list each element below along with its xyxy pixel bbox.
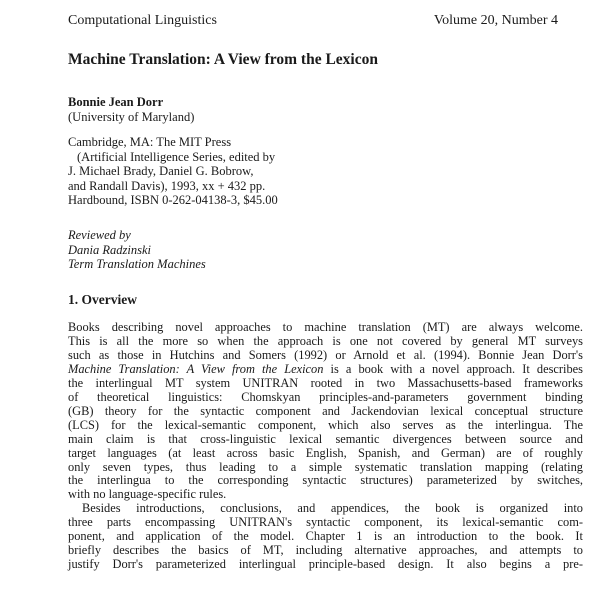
paragraph-line: This is all the more so when the approach is one not covered by general MT surveys [68, 333, 583, 348]
paragraph-line: justify Dorr's parameterized interlingual principle-based design. It also begins a pre- [68, 557, 583, 572]
author-block [68, 95, 194, 125]
paragraph-line: with no language-specific rules. [68, 487, 227, 502]
paragraph-line: target languages (at least across basic English, Spanish, and German) are of roughly [68, 445, 583, 460]
publisher-line: Cambridge, MA: The MIT Press [68, 135, 232, 149]
author-affiliation: (University of Maryland) [68, 110, 195, 124]
body-text [68, 321, 583, 572]
paragraph-line: three parts encompassing UNITRAN's syntactic component, its lexical-semantic com- [68, 515, 583, 530]
paragraph-line: such as those in Hutchins and Somers (1992) or Arnold et al. (1994). Bonnie Jean Dorr's [68, 347, 583, 362]
paragraph-line: (LCS) for the lexical-semantic component, which also serves as the interlingua. The [68, 417, 583, 432]
reviewer-block [68, 228, 206, 272]
running-head [68, 13, 558, 31]
series-line: (Artificial Intelligence Series, edited by [77, 149, 276, 164]
paragraph-line: ponent, and application of the model. Chapter 1 is an introduction to the book. It [68, 529, 583, 544]
paragraph-line: only seven types, thus leading to a simple systematic translation mapping (relating [68, 459, 583, 474]
journal-name: Computational Linguistics [68, 13, 217, 28]
paragraph-line: the interlingua to the corresponding syntactic structures) parameterized by switches, [68, 473, 583, 488]
reviewer-affiliation: Term Translation Machines [68, 257, 206, 271]
section-heading: 1. Overview [68, 292, 137, 307]
paragraph-line: main claim is that cross-linguistic lexical semantic divergences between source and [68, 431, 583, 446]
volume-number: Volume 20, Number 4 [433, 13, 558, 28]
reviewer-name: Dania Radzinski [68, 242, 151, 257]
reviewed-by-label: Reviewed by [68, 228, 131, 242]
publication-info [68, 135, 278, 208]
review-title: Machine Translation: A View from the Lexicon [68, 51, 378, 68]
paragraph-line: the interlingual MT system UNITRAN rooted in two Massachusetts-based frameworks [68, 375, 583, 390]
paragraph-line: Books describing novel approaches to machine translation (MT) are always welcome. [68, 320, 583, 334]
paragraph-line: Besides introductions, conclusions, and appendices, the book is organized into [82, 501, 583, 516]
paragraph-line: Machine Translation: A View from the Lexicon is a book with a novel approach. It describes [68, 361, 583, 376]
year-pages-line: and Randall Davis), 1993, xx + 432 pp. [68, 178, 266, 193]
paragraph-line: (GB) theory for the syntactic component and Jackendovian lexical conceptual structure [68, 403, 583, 418]
paragraph-line: of theoretical linguistics: Chomskyan principles-and-parameters government binding [68, 389, 583, 404]
isbn-price-line: Hardbound, ISBN 0-262-04138-3, $45.00 [68, 193, 278, 207]
editors-line: J. Michael Brady, Daniel G. Bobrow, [68, 164, 254, 178]
author-name: Bonnie Jean Dorr [68, 95, 164, 109]
paragraph-line: briefly describes the basics of MT, including alternative approaches, and attempts to [68, 543, 583, 558]
